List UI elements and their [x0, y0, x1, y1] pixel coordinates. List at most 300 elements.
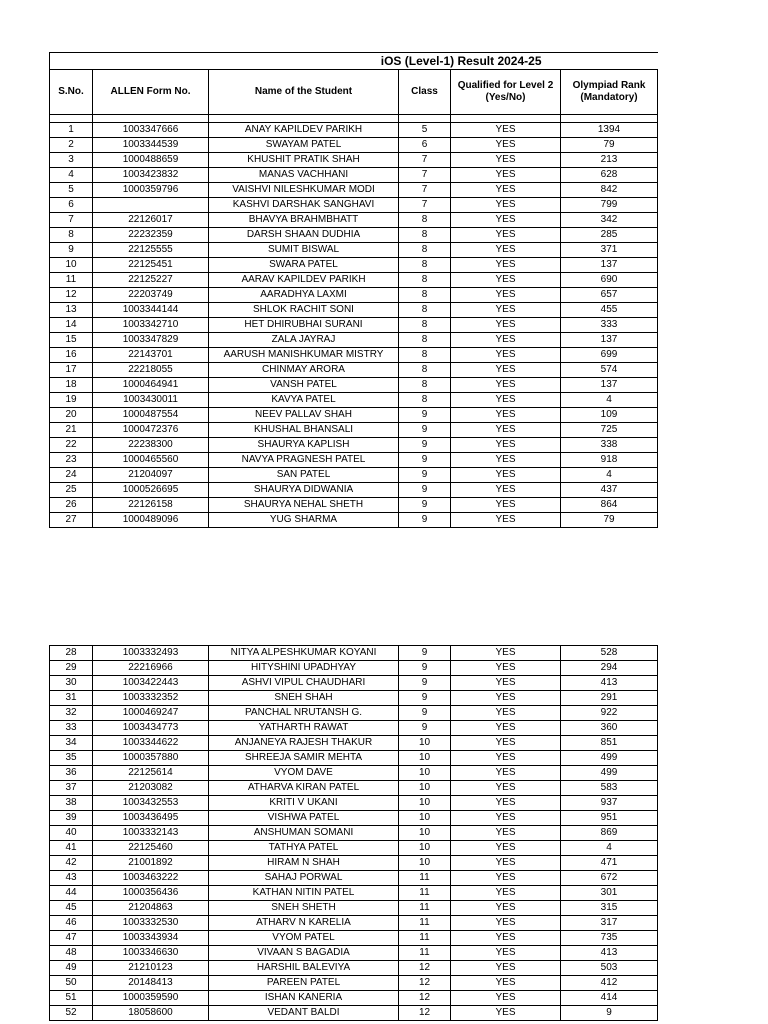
cell-qualified: YES: [451, 871, 561, 886]
cell-class: 7: [399, 168, 451, 183]
table-row: [50, 796, 658, 811]
cell-form-no: 22125555: [93, 243, 209, 258]
cell-olympiad-rank: 79: [561, 138, 658, 153]
cell-olympiad-rank: 690: [561, 273, 658, 288]
table-row: [50, 991, 658, 1006]
cell-qualified: YES: [451, 976, 561, 991]
cell-form-no: 1000469247: [93, 706, 209, 721]
cell-qualified: YES: [451, 393, 561, 408]
cell-qualified: YES: [451, 661, 561, 676]
cell-class: 7: [399, 183, 451, 198]
cell-serial-no: 28: [50, 646, 93, 661]
cell-class: 9: [399, 438, 451, 453]
cell-form-no: 1003343934: [93, 931, 209, 946]
cell-student-name: ANJANEYA RAJESH THAKUR: [209, 736, 399, 751]
cell-serial-no: 10: [50, 258, 93, 273]
table-row: [50, 438, 658, 453]
cell-serial-no: 22: [50, 438, 93, 453]
cell-qualified: YES: [451, 153, 561, 168]
cell-form-no: 1000489096: [93, 513, 209, 528]
table-row: [50, 916, 658, 931]
cell-qualified: YES: [451, 228, 561, 243]
cell-qualified: YES: [451, 706, 561, 721]
cell-student-name: SAN PATEL: [209, 468, 399, 483]
cell-form-no: 1003344622: [93, 736, 209, 751]
cell-qualified: YES: [451, 901, 561, 916]
cell-form-no: 22232359: [93, 228, 209, 243]
cell-olympiad-rank: 528: [561, 646, 658, 661]
table-row: [50, 378, 658, 393]
cell-student-name: BHAVYA BRAHMBHATT: [209, 213, 399, 228]
cell-olympiad-rank: 735: [561, 931, 658, 946]
cell-olympiad-rank: 725: [561, 423, 658, 438]
table-row: [50, 228, 658, 243]
table-row: [50, 348, 658, 363]
table-row: [50, 393, 658, 408]
table-row: [50, 168, 658, 183]
header-student-name: Name of the Student: [209, 70, 399, 115]
table-row: [50, 423, 658, 438]
cell-qualified: YES: [451, 183, 561, 198]
cell-olympiad-rank: 137: [561, 378, 658, 393]
cell-olympiad-rank: 338: [561, 438, 658, 453]
cell-class: 9: [399, 661, 451, 676]
cell-qualified: YES: [451, 856, 561, 871]
cell-form-no: 1000487554: [93, 408, 209, 423]
header-row: [50, 70, 658, 115]
cell-qualified: YES: [451, 243, 561, 258]
table-row: [50, 691, 658, 706]
result-title: iOS (Level-1) Result 2024-25: [50, 53, 658, 70]
table-row: [50, 483, 658, 498]
cell-form-no: 1003332352: [93, 691, 209, 706]
table-row: [50, 721, 658, 736]
cell-qualified: YES: [451, 781, 561, 796]
cell-class: 8: [399, 258, 451, 273]
cell-serial-no: 11: [50, 273, 93, 288]
cell-olympiad-rank: 799: [561, 198, 658, 213]
cell-student-name: NITYA ALPESHKUMAR KOYANI: [209, 646, 399, 661]
cell-form-no: 21203082: [93, 781, 209, 796]
cell-qualified: YES: [451, 841, 561, 856]
cell-student-name: SWAYAM PATEL: [209, 138, 399, 153]
cell-class: 9: [399, 513, 451, 528]
cell-olympiad-rank: 4: [561, 393, 658, 408]
cell-qualified: YES: [451, 796, 561, 811]
cell-olympiad-rank: 628: [561, 168, 658, 183]
cell-serial-no: 40: [50, 826, 93, 841]
cell-class: 10: [399, 736, 451, 751]
cell-olympiad-rank: 414: [561, 991, 658, 1006]
table-row: [50, 258, 658, 273]
cell-serial-no: 39: [50, 811, 93, 826]
cell-qualified: YES: [451, 213, 561, 228]
cell-serial-no: 52: [50, 1006, 93, 1021]
cell-serial-no: 36: [50, 766, 93, 781]
cell-olympiad-rank: 574: [561, 363, 658, 378]
cell-olympiad-rank: 583: [561, 781, 658, 796]
cell-serial-no: 32: [50, 706, 93, 721]
cell-olympiad-rank: 499: [561, 751, 658, 766]
cell-student-name: CHINMAY ARORA: [209, 363, 399, 378]
cell-qualified: YES: [451, 1006, 561, 1021]
cell-form-no: 1003422443: [93, 676, 209, 691]
cell-form-no: [93, 198, 209, 213]
cell-serial-no: 1: [50, 123, 93, 138]
cell-class: 5: [399, 123, 451, 138]
cell-qualified: YES: [451, 946, 561, 961]
cell-serial-no: 29: [50, 661, 93, 676]
table-row: [50, 318, 658, 333]
cell-class: 8: [399, 243, 451, 258]
table-row: [50, 303, 658, 318]
cell-form-no: 1003347829: [93, 333, 209, 348]
cell-class: 10: [399, 826, 451, 841]
cell-olympiad-rank: 499: [561, 766, 658, 781]
cell-qualified: YES: [451, 123, 561, 138]
cell-serial-no: 23: [50, 453, 93, 468]
cell-qualified: YES: [451, 273, 561, 288]
cell-form-no: 22126158: [93, 498, 209, 513]
cell-qualified: YES: [451, 453, 561, 468]
cell-class: 9: [399, 498, 451, 513]
cell-qualified: YES: [451, 288, 561, 303]
cell-qualified: YES: [451, 991, 561, 1006]
cell-serial-no: 43: [50, 871, 93, 886]
cell-serial-no: 3: [50, 153, 93, 168]
cell-serial-no: 21: [50, 423, 93, 438]
cell-student-name: TATHYA PATEL: [209, 841, 399, 856]
cell-olympiad-rank: 137: [561, 258, 658, 273]
cell-student-name: VIVAAN S BAGADIA: [209, 946, 399, 961]
cell-serial-no: 38: [50, 796, 93, 811]
cell-form-no: 21001892: [93, 856, 209, 871]
table-row: [50, 468, 658, 483]
cell-class: 8: [399, 333, 451, 348]
table-row: [50, 871, 658, 886]
cell-serial-no: 2: [50, 138, 93, 153]
table-row: [50, 138, 658, 153]
cell-student-name: HARSHIL BALEVIYA: [209, 961, 399, 976]
cell-student-name: DARSH SHAAN DUDHIA: [209, 228, 399, 243]
cell-student-name: HITYSHINI UPADHYAY: [209, 661, 399, 676]
cell-serial-no: 51: [50, 991, 93, 1006]
cell-form-no: 1000465560: [93, 453, 209, 468]
cell-form-no: 1000359796: [93, 183, 209, 198]
cell-student-name: SHAURYA KAPLISH: [209, 438, 399, 453]
cell-form-no: 1003332143: [93, 826, 209, 841]
cell-olympiad-rank: 315: [561, 901, 658, 916]
cell-form-no: 21210123: [93, 961, 209, 976]
cell-student-name: KRITI V UKANI: [209, 796, 399, 811]
cell-olympiad-rank: 842: [561, 183, 658, 198]
cell-form-no: 22218055: [93, 363, 209, 378]
cell-serial-no: 9: [50, 243, 93, 258]
cell-student-name: KATHAN NITIN PATEL: [209, 886, 399, 901]
cell-qualified: YES: [451, 318, 561, 333]
cell-form-no: 22203749: [93, 288, 209, 303]
cell-student-name: AARUSH MANISHKUMAR MISTRY: [209, 348, 399, 363]
cell-olympiad-rank: 213: [561, 153, 658, 168]
cell-form-no: 22125614: [93, 766, 209, 781]
cell-olympiad-rank: 291: [561, 691, 658, 706]
cell-olympiad-rank: 918: [561, 453, 658, 468]
cell-qualified: YES: [451, 333, 561, 348]
table-row: [50, 766, 658, 781]
cell-class: 9: [399, 706, 451, 721]
cell-student-name: YUG SHARMA: [209, 513, 399, 528]
cell-student-name: SNEH SHAH: [209, 691, 399, 706]
cell-class: 11: [399, 931, 451, 946]
cell-form-no: 18058600: [93, 1006, 209, 1021]
cell-qualified: YES: [451, 408, 561, 423]
table-row: [50, 363, 658, 378]
cell-form-no: 1003344144: [93, 303, 209, 318]
cell-olympiad-rank: 360: [561, 721, 658, 736]
cell-student-name: MANAS VACHHANI: [209, 168, 399, 183]
cell-qualified: YES: [451, 348, 561, 363]
cell-student-name: SHLOK RACHIT SONI: [209, 303, 399, 318]
cell-student-name: ATHARV N KARELIA: [209, 916, 399, 931]
header-serial-no: S.No.: [50, 70, 93, 115]
cell-qualified: YES: [451, 513, 561, 528]
cell-form-no: 1003344539: [93, 138, 209, 153]
cell-class: 9: [399, 676, 451, 691]
cell-serial-no: 35: [50, 751, 93, 766]
cell-student-name: KASHVI DARSHAK SANGHAVI: [209, 198, 399, 213]
cell-form-no: 1000356436: [93, 886, 209, 901]
cell-serial-no: 4: [50, 168, 93, 183]
table-row: [50, 841, 658, 856]
cell-form-no: 22125460: [93, 841, 209, 856]
cell-class: 12: [399, 1006, 451, 1021]
cell-qualified: YES: [451, 363, 561, 378]
cell-form-no: 1003332530: [93, 916, 209, 931]
cell-olympiad-rank: 657: [561, 288, 658, 303]
cell-olympiad-rank: 301: [561, 886, 658, 901]
cell-olympiad-rank: 317: [561, 916, 658, 931]
cell-class: 10: [399, 856, 451, 871]
cell-qualified: YES: [451, 751, 561, 766]
cell-class: 9: [399, 646, 451, 661]
results-table-part-2: [49, 645, 658, 1021]
cell-qualified: YES: [451, 646, 561, 661]
table-row: [50, 213, 658, 228]
cell-form-no: 22238300: [93, 438, 209, 453]
table-row: [50, 676, 658, 691]
cell-class: 9: [399, 423, 451, 438]
table-row: [50, 333, 658, 348]
cell-olympiad-rank: 937: [561, 796, 658, 811]
cell-qualified: YES: [451, 886, 561, 901]
table-row: [50, 123, 658, 138]
cell-serial-no: 30: [50, 676, 93, 691]
cell-form-no: 1003346630: [93, 946, 209, 961]
cell-qualified: YES: [451, 258, 561, 273]
cell-student-name: ANSHUMAN SOMANI: [209, 826, 399, 841]
cell-student-name: AARAV KAPILDEV PARIKH: [209, 273, 399, 288]
cell-form-no: 1003434773: [93, 721, 209, 736]
table-row: [50, 826, 658, 841]
cell-serial-no: 46: [50, 916, 93, 931]
cell-form-no: 1003432553: [93, 796, 209, 811]
cell-olympiad-rank: 471: [561, 856, 658, 871]
cell-class: 8: [399, 348, 451, 363]
cell-student-name: ATHARVA KIRAN PATEL: [209, 781, 399, 796]
cell-form-no: 1000488659: [93, 153, 209, 168]
cell-serial-no: 37: [50, 781, 93, 796]
cell-serial-no: 8: [50, 228, 93, 243]
cell-olympiad-rank: 9: [561, 1006, 658, 1021]
cell-class: 12: [399, 961, 451, 976]
cell-student-name: VYOM PATEL: [209, 931, 399, 946]
cell-serial-no: 17: [50, 363, 93, 378]
cell-serial-no: 25: [50, 483, 93, 498]
cell-olympiad-rank: 371: [561, 243, 658, 258]
cell-class: 10: [399, 781, 451, 796]
results-table-part-1: [49, 52, 658, 528]
table-row: [50, 706, 658, 721]
cell-class: 11: [399, 946, 451, 961]
cell-qualified: YES: [451, 423, 561, 438]
cell-serial-no: 44: [50, 886, 93, 901]
cell-form-no: 1000359590: [93, 991, 209, 1006]
cell-qualified: YES: [451, 736, 561, 751]
cell-form-no: 22216966: [93, 661, 209, 676]
cell-form-no: 1000526695: [93, 483, 209, 498]
cell-class: 8: [399, 318, 451, 333]
cell-class: 7: [399, 153, 451, 168]
cell-olympiad-rank: 455: [561, 303, 658, 318]
cell-qualified: YES: [451, 676, 561, 691]
table-body-part-2: [50, 646, 658, 1021]
cell-student-name: ISHAN KANERIA: [209, 991, 399, 1006]
cell-olympiad-rank: 869: [561, 826, 658, 841]
cell-class: 8: [399, 363, 451, 378]
cell-form-no: 1003423832: [93, 168, 209, 183]
cell-olympiad-rank: 285: [561, 228, 658, 243]
cell-serial-no: 31: [50, 691, 93, 706]
cell-student-name: NAVYA PRAGNESH PATEL: [209, 453, 399, 468]
cell-olympiad-rank: 503: [561, 961, 658, 976]
cell-form-no: 1000464941: [93, 378, 209, 393]
cell-form-no: 22125227: [93, 273, 209, 288]
cell-class: 9: [399, 408, 451, 423]
cell-student-name: VISHWA PATEL: [209, 811, 399, 826]
cell-serial-no: 49: [50, 961, 93, 976]
cell-student-name: KHUSHAL BHANSALI: [209, 423, 399, 438]
cell-class: 10: [399, 751, 451, 766]
cell-student-name: VANSH PATEL: [209, 378, 399, 393]
table-row: [50, 751, 658, 766]
cell-student-name: HIRAM N SHAH: [209, 856, 399, 871]
cell-serial-no: 16: [50, 348, 93, 363]
cell-class: 8: [399, 393, 451, 408]
cell-olympiad-rank: 672: [561, 871, 658, 886]
cell-class: 9: [399, 691, 451, 706]
cell-qualified: YES: [451, 691, 561, 706]
cell-student-name: SAHAJ PORWAL: [209, 871, 399, 886]
table-row: [50, 811, 658, 826]
cell-olympiad-rank: 109: [561, 408, 658, 423]
cell-class: 8: [399, 213, 451, 228]
table-row: [50, 243, 658, 258]
cell-form-no: 1003342710: [93, 318, 209, 333]
cell-student-name: PANCHAL NRUTANSH G.: [209, 706, 399, 721]
cell-form-no: 1003332493: [93, 646, 209, 661]
cell-serial-no: 6: [50, 198, 93, 213]
title-row: [50, 53, 658, 70]
cell-olympiad-rank: 342: [561, 213, 658, 228]
cell-student-name: ANAY KAPILDEV PARIKH: [209, 123, 399, 138]
cell-serial-no: 34: [50, 736, 93, 751]
cell-qualified: YES: [451, 483, 561, 498]
table-row: [50, 736, 658, 751]
cell-form-no: 1000472376: [93, 423, 209, 438]
cell-form-no: 20148413: [93, 976, 209, 991]
cell-student-name: AARADHYA LAXMI: [209, 288, 399, 303]
cell-qualified: YES: [451, 721, 561, 736]
cell-serial-no: 27: [50, 513, 93, 528]
cell-student-name: VAISHVI NILESHKUMAR MODI: [209, 183, 399, 198]
cell-serial-no: 47: [50, 931, 93, 946]
table-row: [50, 183, 658, 198]
cell-class: 10: [399, 766, 451, 781]
cell-olympiad-rank: 437: [561, 483, 658, 498]
cell-class: 8: [399, 228, 451, 243]
cell-olympiad-rank: 137: [561, 333, 658, 348]
table-row: [50, 498, 658, 513]
cell-olympiad-rank: 79: [561, 513, 658, 528]
cell-class: 11: [399, 886, 451, 901]
cell-form-no: 1003463222: [93, 871, 209, 886]
cell-qualified: YES: [451, 811, 561, 826]
table-row: [50, 931, 658, 946]
cell-student-name: SUMIT BISWAL: [209, 243, 399, 258]
cell-form-no: 21204097: [93, 468, 209, 483]
cell-olympiad-rank: 951: [561, 811, 658, 826]
table-row: [50, 513, 658, 528]
cell-serial-no: 48: [50, 946, 93, 961]
header-form-no: ALLEN Form No.: [93, 70, 209, 115]
cell-serial-no: 15: [50, 333, 93, 348]
cell-class: 9: [399, 453, 451, 468]
cell-form-no: 21204863: [93, 901, 209, 916]
cell-class: 9: [399, 468, 451, 483]
cell-form-no: 1003430011: [93, 393, 209, 408]
cell-class: 10: [399, 796, 451, 811]
cell-olympiad-rank: 851: [561, 736, 658, 751]
cell-olympiad-rank: 922: [561, 706, 658, 721]
cell-class: 10: [399, 811, 451, 826]
cell-student-name: KHUSHIT PRATIK SHAH: [209, 153, 399, 168]
cell-class: 8: [399, 273, 451, 288]
cell-class: 6: [399, 138, 451, 153]
cell-student-name: ZALA JAYRAJ: [209, 333, 399, 348]
cell-form-no: 22125451: [93, 258, 209, 273]
cell-class: 10: [399, 841, 451, 856]
cell-class: 12: [399, 976, 451, 991]
cell-olympiad-rank: 1394: [561, 123, 658, 138]
cell-student-name: SNEH SHETH: [209, 901, 399, 916]
cell-olympiad-rank: 4: [561, 841, 658, 856]
cell-student-name: YATHARTH RAWAT: [209, 721, 399, 736]
header-spacer: [50, 115, 658, 123]
cell-serial-no: 19: [50, 393, 93, 408]
cell-qualified: YES: [451, 303, 561, 318]
header-class: Class: [399, 70, 451, 115]
header-qualified: Qualified for Level 2 (Yes/No): [451, 70, 561, 115]
